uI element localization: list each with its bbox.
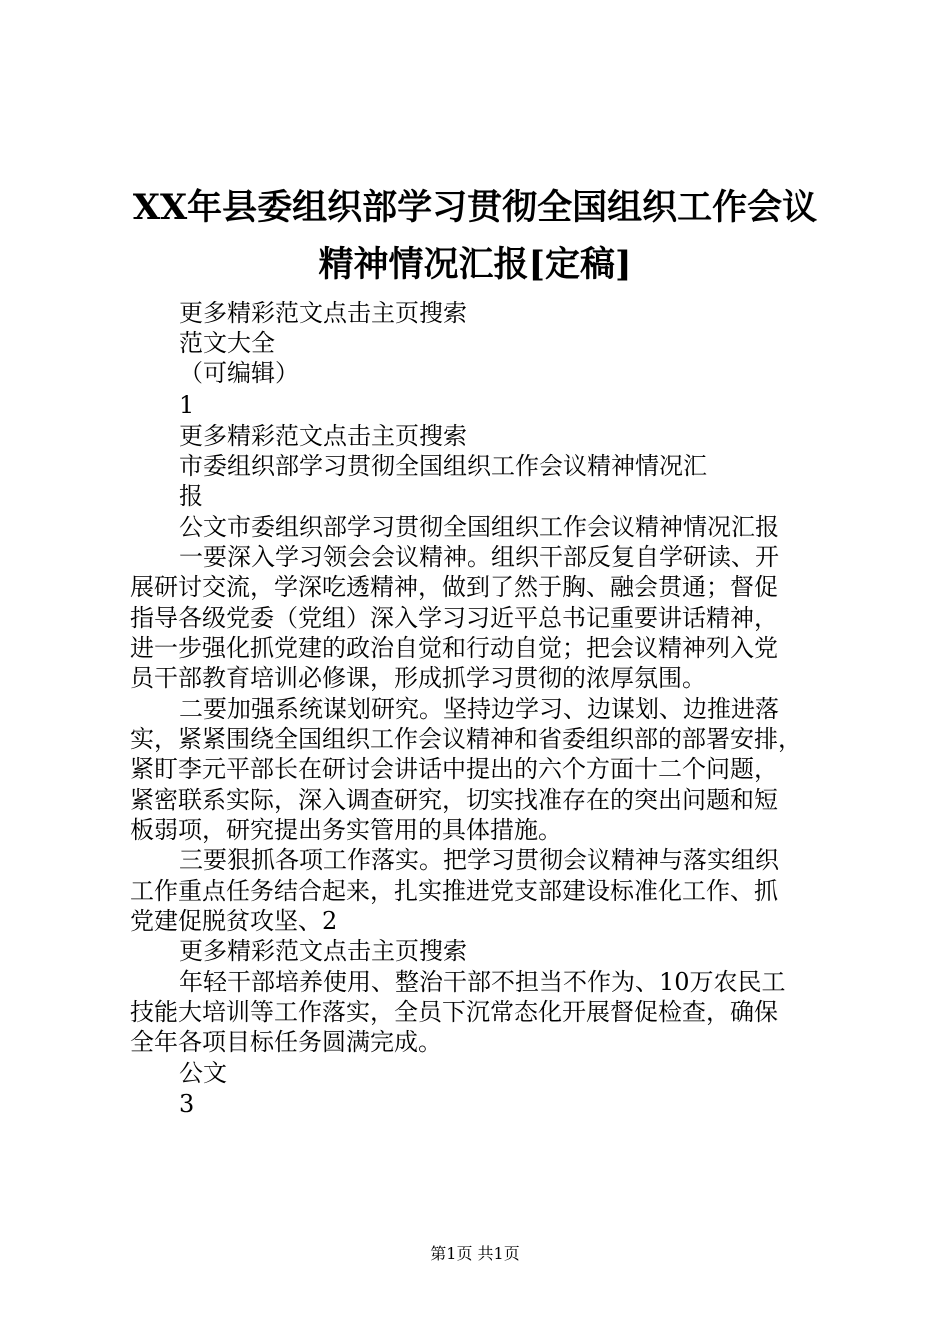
text-line: 更多精彩范文点击主页搜索 — [179, 937, 467, 965]
paragraph-1-line: 指导各级党委（党组）深入学习习近平总书记重要讲话精神， — [130, 604, 778, 632]
page-footer: 第1页 共1页 — [430, 1244, 520, 1263]
paragraph-3-line: 工作重点任务结合起来，扎实推进党支部建设标准化工作、抓 — [130, 877, 778, 905]
page-number-line: 3 — [179, 1090, 195, 1118]
paragraph-3-line: 三要狠抓各项工作落实。把学习贯彻会议精神与落实组织 — [179, 846, 779, 874]
text-line: （可编辑） — [179, 359, 299, 387]
paragraph-4-line: 全年各项目标任务圆满完成。 — [130, 1028, 442, 1056]
document-title-line-1: XX年县委组织部学习贯彻全国组织工作会议 — [132, 187, 818, 228]
paragraph-1-line: 员干部教育培训必修课，形成抓学习贯彻的浓厚氛围。 — [130, 664, 706, 692]
paragraph-2-line: 紧密联系实际，深入调查研究，切实找准存在的突出问题和短 — [130, 786, 778, 814]
paragraph-1-line: 进一步强化抓党建的政治自觉和行动自觉；把会议精神列入党 — [130, 634, 778, 662]
text-line: 更多精彩范文点击主页搜索 — [179, 299, 467, 327]
paragraph-1-line: 展研讨交流，学深吃透精神，做到了然于胸、融会贯通；督促 — [130, 573, 778, 601]
paragraph-4-line: 年轻干部培养使用、整治干部不担当不作为、10万农民工 — [179, 968, 786, 996]
paragraph-2-line: 板弱项，研究提出务实管用的具体措施。 — [130, 816, 562, 844]
text-line: 更多精彩范文点击主页搜索 — [179, 422, 467, 450]
text-line: 报 — [179, 482, 203, 510]
paragraph-1-line: 一要深入学习领会会议精神。组织干部反复自学研读、开 — [179, 543, 779, 571]
paragraph-2-line: 二要加强系统谋划研究。坚持边学习、边谋划、边推进落 — [179, 695, 779, 723]
paragraph-2-line: 紧盯李元平部长在研讨会讲话中提出的六个方面十二个问题， — [130, 755, 778, 783]
text-line: 市委组织部学习贯彻全国组织工作会议精神情况汇 — [179, 452, 707, 480]
page-number-line: 1 — [179, 391, 195, 419]
paragraph-4-line: 技能大培训等工作落实，全员下沉常态化开展督促检查，确保 — [130, 998, 778, 1026]
document-title-line-2: 精神情况汇报[定稿] — [318, 244, 632, 285]
paragraph-2-line: 实，紧紧围绕全国组织工作会议精神和省委组织部的部署安排， — [130, 725, 802, 753]
text-line: 公文 — [179, 1059, 227, 1087]
text-line: 范文大全 — [179, 329, 275, 357]
text-line: 公文市委组织部学习贯彻全国组织工作会议精神情况汇报 — [179, 513, 779, 541]
paragraph-3-line: 党建促脱贫攻坚、2 — [130, 907, 338, 935]
